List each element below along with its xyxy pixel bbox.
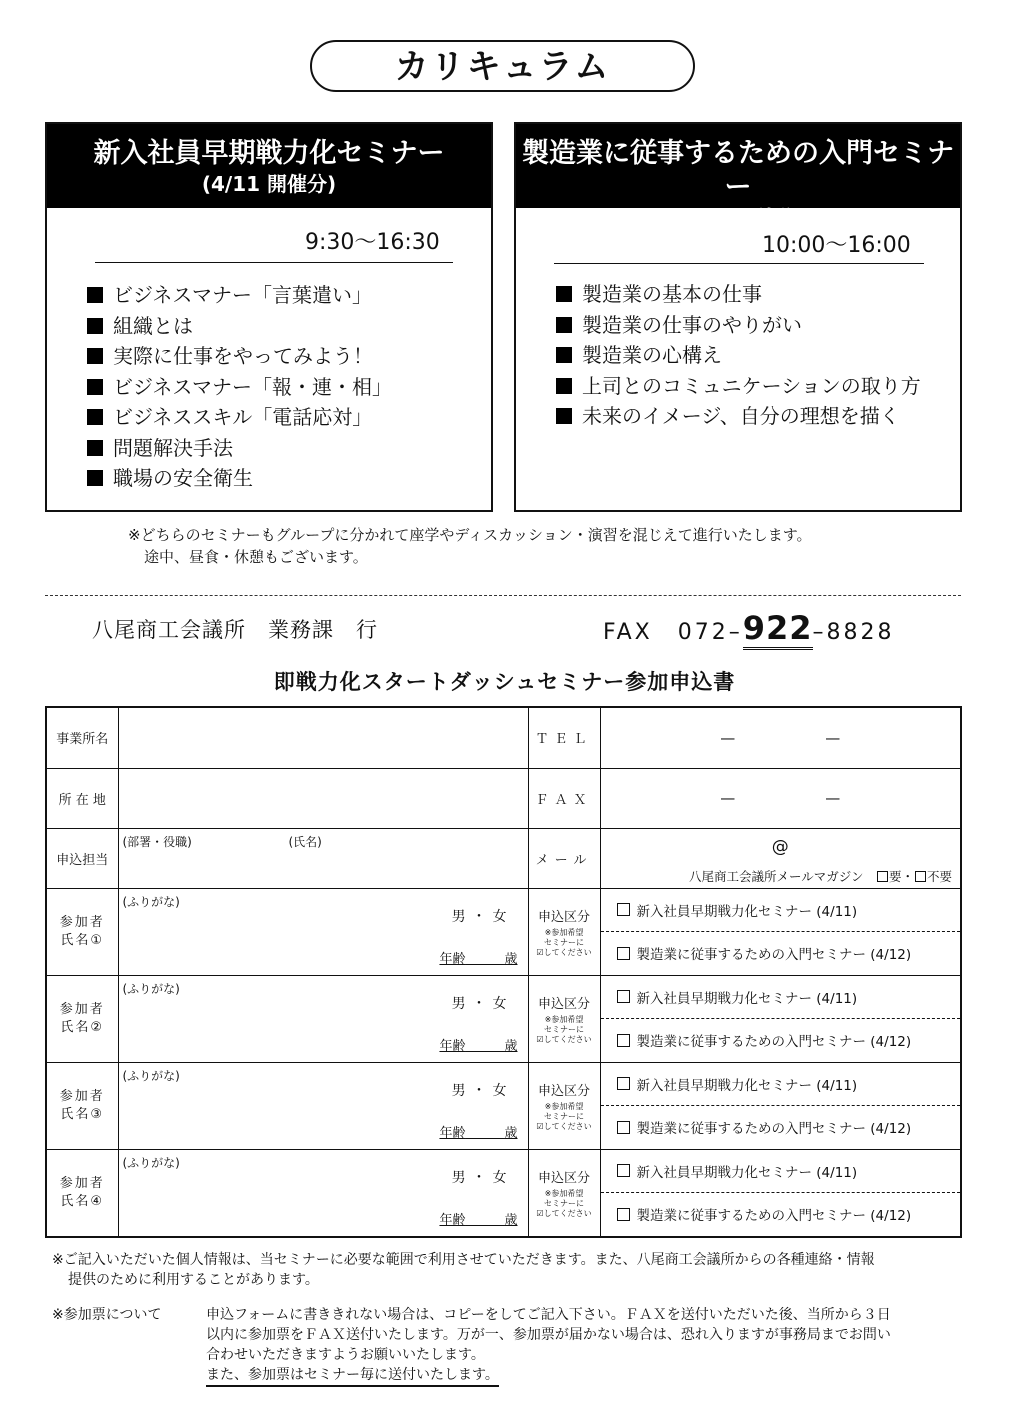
form-title: 即戦力化スタートダッシュセミナー参加申込書 xyxy=(273,670,736,694)
square-bullet-icon xyxy=(556,378,572,394)
participant-name-field-2[interactable] xyxy=(118,975,528,1062)
kubun-label: 申込区分 ※参加希望 セミナーに ☑してください xyxy=(528,1062,600,1149)
gender-select[interactable]: 男 ・ 女 xyxy=(451,1169,508,1186)
address-field[interactable] xyxy=(118,768,528,828)
topic-item: ビジネススキル「電話応対」 xyxy=(87,402,392,433)
checkbox-icon[interactable] xyxy=(617,990,630,1003)
seminar-choices xyxy=(600,1149,961,1237)
contact-label: 申込担当 xyxy=(46,828,118,888)
participant-row xyxy=(46,1149,961,1237)
topic-item: 製造業の仕事のやりがい xyxy=(556,310,921,341)
square-bullet-icon xyxy=(87,348,103,364)
mail-field[interactable] xyxy=(600,828,961,888)
tel-field[interactable]: — — xyxy=(600,707,961,768)
checkbox-icon[interactable] xyxy=(617,947,630,960)
cut-line xyxy=(45,595,961,596)
topic-item: 組織とは xyxy=(87,311,392,342)
furigana-label: (ふりがな) xyxy=(122,1068,180,1083)
fax-middle: 922 xyxy=(743,609,813,650)
seminar-choices xyxy=(600,975,961,1062)
seminar-2-divider xyxy=(554,263,924,264)
seminar-1-name: 新入社員早期戦力化セミナー xyxy=(93,138,445,169)
checkbox-icon[interactable] xyxy=(617,1121,630,1134)
fax-number xyxy=(603,609,895,647)
age-field[interactable]: 年齢 歳 xyxy=(439,951,518,967)
office-name-label: 事業所名 xyxy=(46,707,118,768)
seminar-1-date: (4/11 開催分) xyxy=(201,172,337,196)
seminar-2-date: (4/12 開催分) xyxy=(670,206,806,230)
age-field[interactable]: 年齢 歳 xyxy=(439,1212,518,1228)
seminar-note-line-2: 途中、昼食・休憩もございます。 xyxy=(144,548,368,566)
seminar-2-time: 10:00～16:00 xyxy=(762,233,911,258)
topic-item: ビジネスマナー「報・連・相」 xyxy=(87,372,392,403)
square-bullet-icon xyxy=(87,379,103,395)
topic-item: 未来のイメージ、自分の理想を描く xyxy=(556,401,921,432)
checkbox-icon[interactable] xyxy=(617,1077,630,1090)
choice-seminar-2[interactable]: 製造業に従事するための入門セミナー (4/12) xyxy=(601,932,961,975)
seminar-1-divider xyxy=(95,262,453,263)
fax-suffix: –8828 xyxy=(812,620,895,645)
ticket-note-label: ※参加票について xyxy=(52,1307,162,1323)
application-form xyxy=(45,706,962,1238)
topic-item: 製造業の基本の仕事 xyxy=(556,279,921,310)
fax-field[interactable]: — — xyxy=(600,768,961,828)
seminar-1-time: 9:30～16:30 xyxy=(305,230,440,255)
choice-seminar-1[interactable]: 新入社員早期戦力化セミナー (4/11) xyxy=(601,976,961,1019)
participant-name-field-1[interactable] xyxy=(118,888,528,975)
seminar-2-topics xyxy=(556,279,921,432)
mail-label: メール xyxy=(528,828,600,888)
participant-row xyxy=(46,888,961,975)
at-sign: @ xyxy=(771,836,789,857)
ticket-note: 申込フォームに書ききれない場合は、コピーをしてご記入下さい。ＦＡＸを送付いただいた後、当所から３日 以内に参加票をＦＡＸ送付いたします。万が一、参加票が届かない場合は、恐れ入りますが事務局までお問い 合わせいただきますようお願いいたします。 また、参加票はセミナー毎に送付いたします。 xyxy=(206,1305,891,1387)
participant-name-field-3[interactable] xyxy=(118,1062,528,1149)
square-bullet-icon xyxy=(87,287,103,303)
checkbox-icon[interactable] xyxy=(617,1034,630,1047)
topic-item: 製造業の心構え xyxy=(556,340,921,371)
square-bullet-icon xyxy=(556,408,572,424)
square-bullet-icon xyxy=(556,347,572,363)
square-bullet-icon xyxy=(87,318,103,334)
fax-label: ＦＡＸ xyxy=(528,768,600,828)
checkbox-icon[interactable] xyxy=(617,903,630,916)
seminar-note xyxy=(128,524,812,568)
age-field[interactable]: 年齢 歳 xyxy=(439,1038,518,1054)
seminar-2-header xyxy=(516,124,960,230)
topic-item: 職場の安全衛生 xyxy=(87,463,392,494)
square-bullet-icon xyxy=(87,440,103,456)
dept-label: (部署・役職) xyxy=(122,834,192,849)
fax-prefix: FAX 072– xyxy=(603,620,743,645)
topic-item: 問題解決手法 xyxy=(87,433,392,464)
choice-seminar-1[interactable]: 新入社員早期戦力化セミナー (4/11) xyxy=(601,1063,961,1106)
square-bullet-icon xyxy=(87,409,103,425)
participant-row xyxy=(46,975,961,1062)
seminar-2-name: 製造業に従事するための入門セミナー xyxy=(522,138,954,203)
furigana-label: (ふりがな) xyxy=(122,981,180,996)
seminar-box-1 xyxy=(45,122,493,512)
seminar-choices xyxy=(600,888,961,975)
participant-label-2: 参加者 氏名② xyxy=(46,975,118,1062)
kubun-label: 申込区分 ※参加希望 セミナーに ☑してください xyxy=(528,1149,600,1237)
contact-field[interactable] xyxy=(118,828,528,888)
kubun-label: 申込区分 ※参加希望 セミナーに ☑してください xyxy=(528,975,600,1062)
choice-seminar-1[interactable]: 新入社員早期戦力化セミナー (4/11) xyxy=(601,889,961,932)
office-name-field[interactable] xyxy=(118,707,528,768)
privacy-note: ※ご記入いただいた個人情報は、当セミナーに必要な範囲で利用させていただきます。また、八尾商工会議所からの各種連絡・情報 提供のために利用することがあります。 xyxy=(52,1252,875,1288)
person-name-label: (氏名) xyxy=(288,834,322,849)
choice-seminar-2[interactable]: 製造業に従事するための入門セミナー (4/12) xyxy=(601,1193,961,1236)
mail-magazine: 八尾商工会議所メールマガジン 要・ 不要 xyxy=(689,868,952,884)
participant-name-field-4[interactable] xyxy=(118,1149,528,1237)
choice-seminar-2[interactable]: 製造業に従事するための入門セミナー (4/12) xyxy=(601,1019,961,1062)
recipient: 八尾商工会議所 業務課 行 xyxy=(92,618,378,642)
gender-select[interactable]: 男 ・ 女 xyxy=(451,908,508,925)
age-field[interactable]: 年齢 歳 xyxy=(439,1125,518,1141)
seminar-choices xyxy=(600,1062,961,1149)
choice-seminar-2[interactable]: 製造業に従事するための入門セミナー (4/12) xyxy=(601,1106,961,1149)
address-label: 所 在 地 xyxy=(46,768,118,828)
seminar-1-topics xyxy=(87,280,392,494)
furigana-label: (ふりがな) xyxy=(122,894,180,909)
participant-label-3: 参加者 氏名③ xyxy=(46,1062,118,1149)
participant-row xyxy=(46,1062,961,1149)
topic-item: ビジネスマナー「言葉遣い」 xyxy=(87,280,392,311)
square-bullet-icon xyxy=(556,286,572,302)
participant-label-4: 参加者 氏名④ xyxy=(46,1149,118,1237)
tel-label: ＴＥＬ xyxy=(528,707,600,768)
magazine-no-checkbox[interactable] xyxy=(915,871,926,882)
checkbox-icon[interactable] xyxy=(617,1208,630,1221)
topic-item: 実際に仕事をやってみよう！ xyxy=(87,341,392,372)
checkbox-icon[interactable] xyxy=(617,1164,630,1177)
square-bullet-icon xyxy=(556,317,572,333)
magazine-yes-checkbox[interactable] xyxy=(877,871,888,882)
furigana-label: (ふりがな) xyxy=(122,1155,180,1170)
seminar-box-2 xyxy=(514,122,962,512)
gender-select[interactable]: 男 ・ 女 xyxy=(451,1082,508,1099)
gender-select[interactable]: 男 ・ 女 xyxy=(451,995,508,1012)
participant-label-1: 参加者 氏名① xyxy=(46,888,118,975)
topic-item: 上司とのコミュニケーションの取り方 xyxy=(556,371,921,402)
seminar-note-line-1: ※どちらのセミナーもグループに分かれて座学やディスカッション・演習を混じえて進行いたします。 xyxy=(128,526,812,544)
choice-seminar-1[interactable]: 新入社員早期戦力化セミナー (4/11) xyxy=(601,1150,961,1193)
curriculum-title: カリキュラム xyxy=(310,40,695,92)
square-bullet-icon xyxy=(87,470,103,486)
kubun-label: 申込区分 ※参加希望 セミナーに ☑してください xyxy=(528,888,600,975)
seminar-1-header xyxy=(47,124,491,208)
